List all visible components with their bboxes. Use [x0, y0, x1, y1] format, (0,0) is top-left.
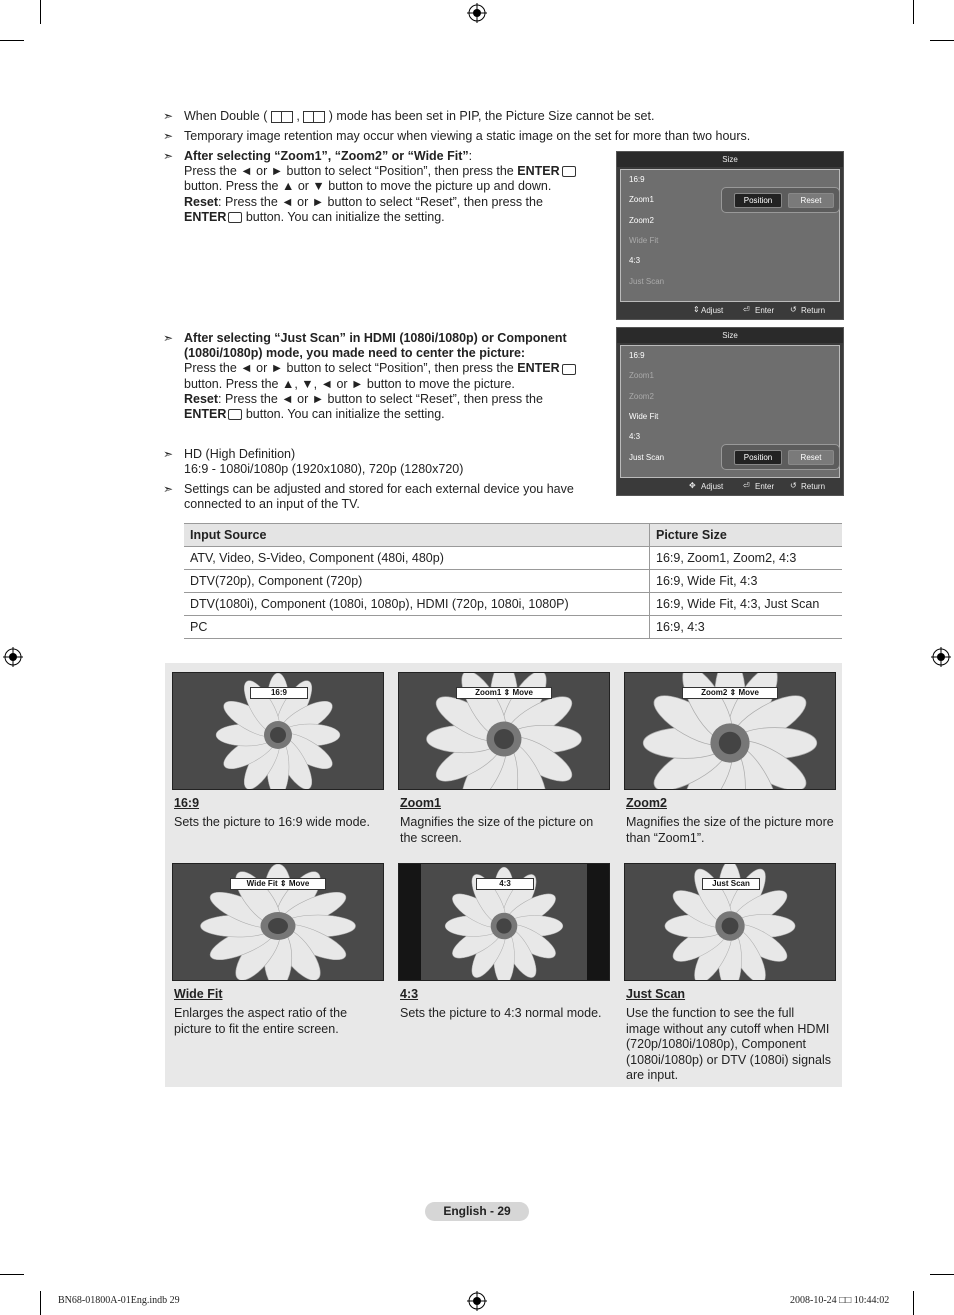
print-footer-right: 2008-10-24 □□ 10:44:02	[790, 1295, 890, 1306]
registration-mark-icon	[467, 1291, 487, 1311]
note-heading: After selecting “Just Scan” in HDMI (1080i/1080p) or Component	[184, 331, 567, 345]
mode-description: Use the function to see the full image without any cutoff when HDMI (720p/1080i/1080p), Component (1080i/1080p) or DTV (1080i) signals are input.	[626, 1006, 831, 1082]
reset-key-label: Reset	[184, 194, 219, 209]
adjust-icon: ✥	[689, 481, 696, 490]
osd-item[interactable]: Just Scan	[629, 453, 665, 462]
crop-mark	[0, 1274, 24, 1275]
reset-button[interactable]: Reset	[788, 193, 834, 208]
osd-hint: Enter	[755, 306, 775, 315]
table-cell: DTV(1080i), Component (1080i, 1080p), HDMI (720p, 1080i, 1080P)	[184, 593, 650, 616]
table-cell: 16:9, Zoom1, Zoom2, 4:3	[650, 547, 843, 570]
note-arrow-icon: ➣	[163, 331, 174, 345]
mode-label: 4:3	[476, 878, 534, 890]
mode-title: 4:3	[400, 987, 419, 1001]
table-cell: ATV, Video, S-Video, Component (480i, 480p)	[184, 547, 650, 570]
table-cell: 16:9, Wide Fit, 4:3	[650, 570, 843, 593]
return-icon: ↺	[790, 481, 797, 490]
osd-list	[620, 345, 840, 478]
mode-description: Sets the picture to 4:3 normal mode.	[400, 1006, 602, 1020]
registration-mark-icon	[931, 647, 951, 667]
note-arrow-icon: ➣	[163, 447, 174, 461]
enter-key-label: ENTER	[517, 361, 560, 376]
osd-footer	[617, 479, 843, 495]
picture-size-gallery	[165, 663, 842, 1087]
osd-title: Size	[617, 152, 843, 167]
enter-key-label: ENTER	[517, 164, 560, 179]
column-header: Input Source	[184, 524, 650, 547]
note-text: ,	[296, 109, 300, 123]
table-row	[184, 547, 842, 570]
mode-label: Zoom1 ⇕ Move	[456, 687, 552, 699]
flower-thumbnail	[172, 863, 384, 981]
mode-label: Zoom2 ⇕ Move	[682, 687, 778, 699]
crop-mark	[40, 0, 41, 24]
reset-button[interactable]: Reset	[788, 450, 834, 465]
flower-thumbnail	[624, 863, 836, 981]
note-text: ) mode has been set in PIP, the Picture Size cannot be set.	[328, 109, 655, 123]
mode-title: Wide Fit	[174, 987, 223, 1001]
osd-item: Zoom2	[629, 392, 654, 401]
enter-icon	[228, 212, 242, 223]
enter-key-label: ENTER	[184, 209, 227, 224]
flower-thumbnail	[398, 863, 610, 981]
mode-description: Magnifies the size of the picture more than “Zoom1”.	[626, 815, 834, 845]
position-button[interactable]: Position	[734, 193, 782, 208]
osd-hint: Return	[801, 306, 826, 315]
osd-option-box	[721, 444, 840, 470]
table-row	[184, 593, 842, 616]
page-number-badge: English - 29	[425, 1202, 529, 1221]
osd-item[interactable]: 16:9	[629, 175, 645, 184]
enter-icon: ⏎	[743, 481, 750, 490]
osd-list	[620, 169, 840, 302]
note-arrow-icon: ➣	[163, 109, 174, 123]
enter-icon: ⏎	[743, 305, 750, 314]
osd-item[interactable]: Zoom1	[629, 195, 654, 204]
note-heading: (1080i/1080p) mode, you made need to center the picture:	[184, 346, 526, 361]
osd-footer	[617, 303, 843, 319]
mode-label: Wide Fit ⇕ Move	[230, 878, 326, 890]
osd-item[interactable]: 4:3	[629, 432, 641, 441]
mode-title: Zoom2	[626, 796, 667, 810]
note-text: Temporary image retention may occur when viewing a static image on the set for more than two hours.	[184, 129, 751, 143]
mode-description: Magnifies the size of the picture on the screen.	[400, 815, 594, 845]
adjust-icon: ⇕	[693, 305, 700, 314]
osd-item[interactable]: Zoom2	[629, 216, 654, 225]
enter-icon	[562, 166, 576, 177]
note-text: When Double (	[184, 109, 268, 123]
osd-item: Just Scan	[629, 277, 665, 286]
mode-label: 16:9	[250, 687, 308, 699]
crop-mark	[913, 0, 914, 24]
crop-mark	[0, 40, 24, 41]
enter-key-label: ENTER	[184, 407, 227, 422]
mode-title: Zoom1	[400, 796, 441, 810]
mode-description: Enlarges the aspect ratio of the picture to fit the entire screen.	[174, 1006, 348, 1036]
registration-mark-icon	[467, 3, 487, 23]
note-arrow-icon: ➣	[163, 149, 174, 163]
input-source-table	[184, 523, 842, 639]
size-menu-osd	[616, 151, 844, 320]
table-cell: DTV(720p), Component (720p)	[184, 570, 650, 593]
flower-thumbnail	[172, 672, 384, 790]
osd-option-box	[721, 187, 840, 213]
note-arrow-icon: ➣	[163, 129, 174, 143]
osd-item: Wide Fit	[629, 236, 659, 245]
table-cell: PC	[184, 616, 650, 639]
enter-icon	[228, 409, 242, 420]
size-menu-osd	[616, 327, 844, 496]
enter-icon	[562, 364, 576, 375]
flower-thumbnail	[624, 672, 836, 790]
pip-double-icon	[303, 111, 325, 123]
table-cell: 16:9, Wide Fit, 4:3, Just Scan	[650, 593, 843, 616]
osd-hint: Enter	[755, 482, 775, 491]
note-arrow-icon: ➣	[163, 482, 174, 496]
registration-mark-icon	[3, 647, 23, 667]
return-icon: ↺	[790, 305, 797, 314]
crop-mark	[930, 40, 954, 41]
mode-label: Just Scan	[702, 878, 760, 890]
osd-item[interactable]: 16:9	[629, 351, 645, 360]
osd-hint: Adjust	[701, 306, 724, 315]
crop-mark	[930, 1274, 954, 1275]
osd-title: Size	[617, 328, 843, 343]
table-row	[184, 616, 842, 639]
osd-hint: Return	[801, 482, 826, 491]
pip-double-icon	[271, 111, 293, 123]
table-cell: 16:9, 4:3	[650, 616, 843, 639]
crop-mark	[40, 1291, 41, 1315]
reset-key-label: Reset	[184, 391, 219, 406]
print-footer-left: BN68-01800A-01Eng.indb 29	[58, 1295, 180, 1306]
osd-item[interactable]: Wide Fit	[629, 412, 659, 421]
osd-item: Zoom1	[629, 371, 654, 380]
flower-thumbnail	[398, 672, 610, 790]
note-heading: After selecting “Zoom1”, “Zoom2” or “Wide Fit”	[184, 149, 469, 163]
table-row	[184, 570, 842, 593]
table-header-row	[184, 524, 842, 547]
mode-title: 16:9	[174, 796, 200, 810]
mode-description: Sets the picture to 16:9 wide mode.	[174, 815, 370, 829]
column-header: Picture Size	[650, 524, 843, 547]
osd-item[interactable]: 4:3	[629, 256, 641, 265]
osd-hint: Adjust	[701, 482, 724, 491]
position-button[interactable]: Position	[734, 450, 782, 465]
mode-title: Just Scan	[626, 987, 686, 1001]
crop-mark	[913, 1291, 914, 1315]
